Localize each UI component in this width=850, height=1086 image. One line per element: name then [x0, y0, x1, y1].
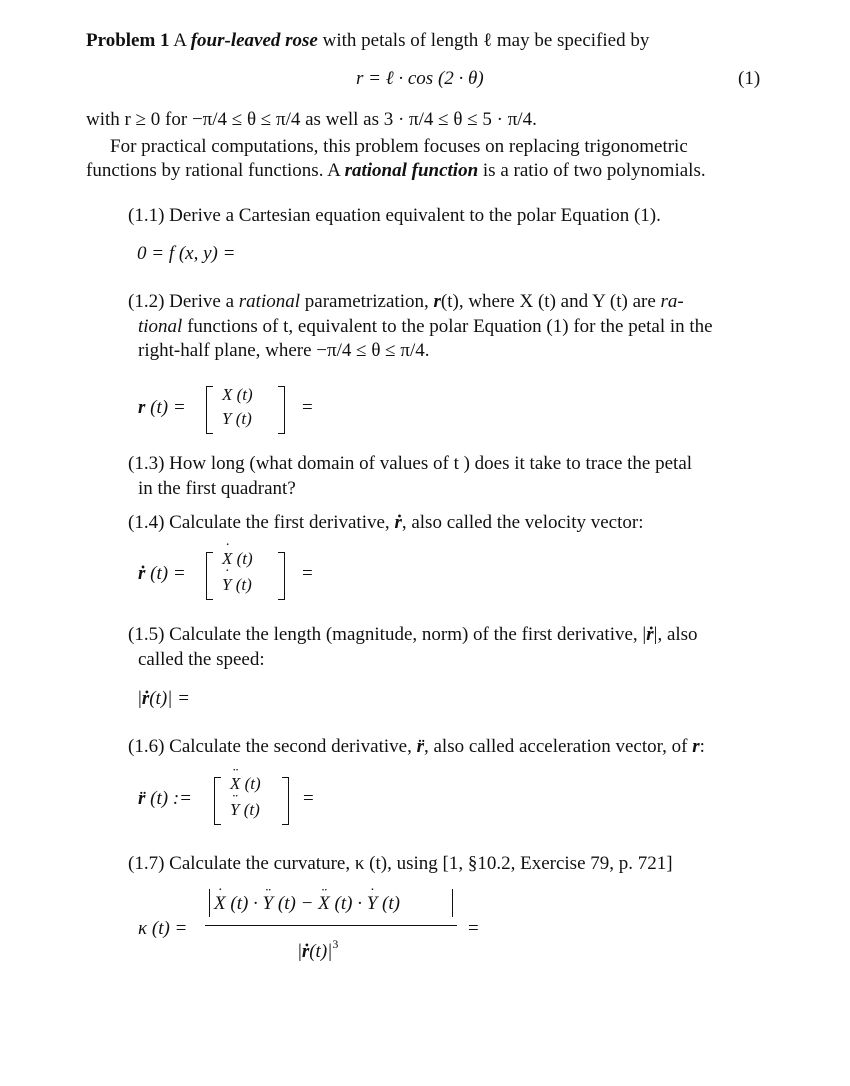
rddot-symbol: r̈ [416, 736, 424, 757]
q16-text-b: , also called acceleration vector, of [424, 736, 688, 757]
left-bracket [214, 777, 221, 825]
term-four-leaved-rose: four-leaved rose [190, 30, 318, 51]
q12-tional: tional [138, 316, 183, 337]
answer-1-2-lhs [138, 397, 186, 419]
fraction-bar [205, 925, 457, 926]
q12-text-c: (t), where X (t) and Y (t) are [440, 291, 656, 312]
paragraph-line-1: For practical computations, this problem focuses on replacing trigonometric [110, 136, 688, 157]
lhs-text: (t) := [150, 788, 192, 809]
paragraph-text-b: is a ratio of two polynomials. [482, 160, 706, 181]
paragraph-text-a: functions by rational functions. A [86, 160, 340, 181]
den-exponent: 3 [332, 937, 339, 951]
curvature-denominator [298, 933, 338, 963]
equals-sign: = [302, 397, 313, 418]
speed-rhs: (t)| = [149, 688, 190, 709]
q12-text-d: functions of t, equivalent to the polar Equation (1) for the petal in the [187, 316, 713, 337]
yddot-text: ¨ Y (t) [230, 800, 260, 819]
lhs-text: (t) = [150, 563, 186, 584]
question-1-2-line-3: right-half plane, where −π/4 ≤ θ ≤ π/4. [138, 340, 430, 361]
intro-text-b: with petals of length ℓ may be specified by [322, 30, 650, 51]
intro-text-a: A [173, 30, 186, 51]
curvature-numerator: ˙ X (t) · ¨ Y (t) − ¨ X (t) · ˙ Y (t) [214, 893, 400, 915]
rddot-symbol-lhs: r̈ [138, 788, 146, 809]
question-1-7: (1.7) Calculate the curvature, κ (t), using [1, §10.2, Exercise 79, p. 721] [128, 853, 673, 874]
xdot-text: ˙ X (t) [222, 549, 253, 568]
rdot-symbol: ṙ [394, 512, 402, 533]
q12-text-b: parametrization, [304, 291, 429, 312]
term-rational-function: rational function [344, 160, 479, 181]
paragraph-line-2 [86, 160, 706, 182]
question-1-2-line-2 [138, 316, 713, 338]
vector-bottom-yddot [230, 799, 260, 821]
q16-colon: : [699, 736, 705, 757]
question-1-1: (1.1) Derive a Cartesian equation equivalent to the polar Equation (1). [128, 205, 661, 226]
main-equation: r = ℓ · cos (2 · θ) [356, 68, 484, 89]
question-1-3-line-2: in the first quadrant? [138, 478, 296, 499]
q12-r-vector: r [433, 291, 441, 312]
accented-letter: ¨ Y [263, 893, 274, 915]
question-1-5-line-2: called the speed: [138, 649, 265, 670]
domain-line: with r ≥ 0 for −π/4 ≤ θ ≤ π/4 as well as 3 · π/4 ≤ θ ≤ 5 · π/4. [86, 109, 537, 130]
xddot-text: ¨ X (t) [230, 774, 261, 793]
rdot-symbol: ṙ [646, 624, 654, 645]
answer-1-7-lhs: κ (t) = [138, 918, 188, 939]
equation-number: (1) [738, 68, 761, 89]
problem-label: Problem 1 [86, 30, 170, 51]
accented-letter: ¨ X [230, 773, 240, 795]
equals-sign: = [302, 563, 313, 584]
vector-bottom-ydot [222, 574, 252, 596]
question-1-2-line-1 [128, 291, 684, 313]
equals-sign: = [303, 788, 314, 809]
r-symbol: r [138, 397, 146, 418]
left-bracket [206, 552, 213, 600]
r-symbol: r [692, 736, 700, 757]
vector-bottom-y: Y (t) [222, 409, 252, 428]
right-bracket [282, 777, 289, 825]
accented-letter: ¨ Y [230, 799, 239, 821]
rdot-symbol: ṙ [301, 941, 310, 962]
answer-1-4-lhs [138, 563, 186, 585]
question-1-3-line-1: (1.3) How long (what domain of values of t ) does it take to trace the petal [128, 453, 693, 474]
q14-text-a: (1.4) Calculate the first derivative, [128, 512, 390, 533]
den-text: (t)| [309, 941, 333, 962]
question-1-6 [128, 736, 705, 758]
numerator-abs-left [209, 889, 210, 917]
answer-1-6-lhs [138, 788, 192, 810]
accented-letter: ¨ X [318, 893, 330, 915]
q14-text-b: , also called the velocity vector: [401, 512, 644, 533]
lhs-text: (t) = [150, 397, 186, 418]
equals-sign: = [468, 918, 479, 939]
rdot-symbol: ṙ [141, 688, 150, 709]
right-bracket [278, 386, 285, 434]
right-bracket [278, 552, 285, 600]
q12-rational: rational [238, 291, 301, 312]
q16-text-a: (1.6) Calculate the second derivative, [128, 736, 412, 757]
q12-ra: ra- [660, 291, 684, 312]
left-bracket [206, 386, 213, 434]
answer-1-1-prompt: 0 = f (x, y) = [137, 243, 236, 264]
q15-text-a: (1.5) Calculate the length (magnitude, norm) of the first derivative, | [128, 624, 647, 645]
accented-letter: ˙ Y [367, 893, 378, 915]
vector-top-x: X (t) [222, 385, 253, 404]
question-1-4 [128, 512, 643, 534]
accented-letter: ˙ X [214, 893, 226, 915]
rdot-symbol-lhs: ṙ [138, 563, 146, 584]
q12-text-a: (1.2) Derive a [128, 291, 235, 312]
abs-bar-left: | [138, 688, 142, 709]
abs-bar: | [298, 941, 302, 962]
question-1-5-line-1 [128, 624, 698, 646]
ydot-text: ˙ Y (t) [222, 575, 252, 594]
accented-letter: ˙ X [222, 548, 232, 570]
accented-letter: ˙ Y [222, 574, 231, 596]
answer-1-5 [138, 688, 190, 710]
problem-intro [86, 30, 649, 52]
numerator-abs-right [452, 889, 453, 917]
q15-text-b: |, also [653, 624, 698, 645]
